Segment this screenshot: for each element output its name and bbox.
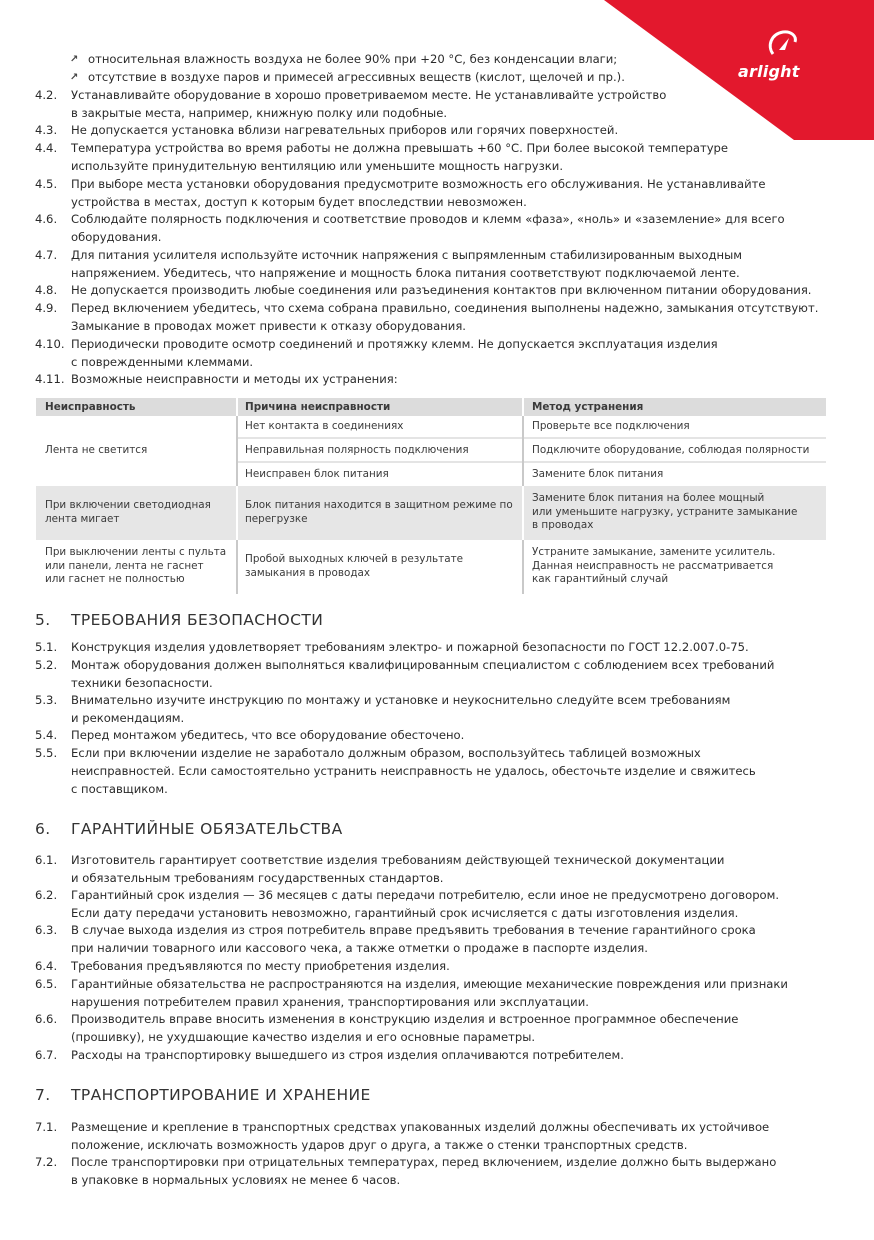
table-cell: Замените блок питания на более мощный или уменьшите нагрузку, устраните замыкание в проводах [532, 492, 798, 531]
table-cell: При выключении ленты с пульта или панели, лента не гаснет или гаснет не полностью [45, 546, 227, 585]
table-cell: При включении светодиодная лента мигает [45, 499, 211, 525]
table-cell: Нет контакта в соединениях [245, 420, 404, 432]
table-cell: Неправильная полярность подключения [245, 444, 469, 456]
table-cell: Проверьте все подключения [532, 420, 690, 432]
brand-logo: arlight [738, 62, 800, 81]
table-header-cell: Неисправность [45, 401, 136, 413]
table-cell: Пробой выходных ключей в результате замыкания в проводах [245, 553, 464, 579]
arlight-swoosh-icon [765, 28, 801, 60]
arrow-bullet-icon: ↗ [70, 54, 79, 65]
table-cell: Замените блок питания [532, 468, 664, 480]
table-cell: Устраните замыкание, замените усилитель. Данная неисправность не рассматривается как гарантийный случай [532, 546, 776, 585]
table-cell: Лента не светится [45, 444, 148, 456]
table-header-row [36, 398, 826, 416]
table-header-cell: Причина неисправности [245, 401, 391, 413]
arrow-bullet-icon: ↗ [70, 72, 79, 83]
table-header-cell: Метод устранения [532, 401, 644, 413]
table-cell: Неисправен блок питания [245, 468, 389, 480]
table-cell: Блок питания находится в защитном режиме по перегрузке [245, 499, 513, 525]
table-cell: Подключите оборудование, соблюдая полярности [532, 444, 810, 456]
